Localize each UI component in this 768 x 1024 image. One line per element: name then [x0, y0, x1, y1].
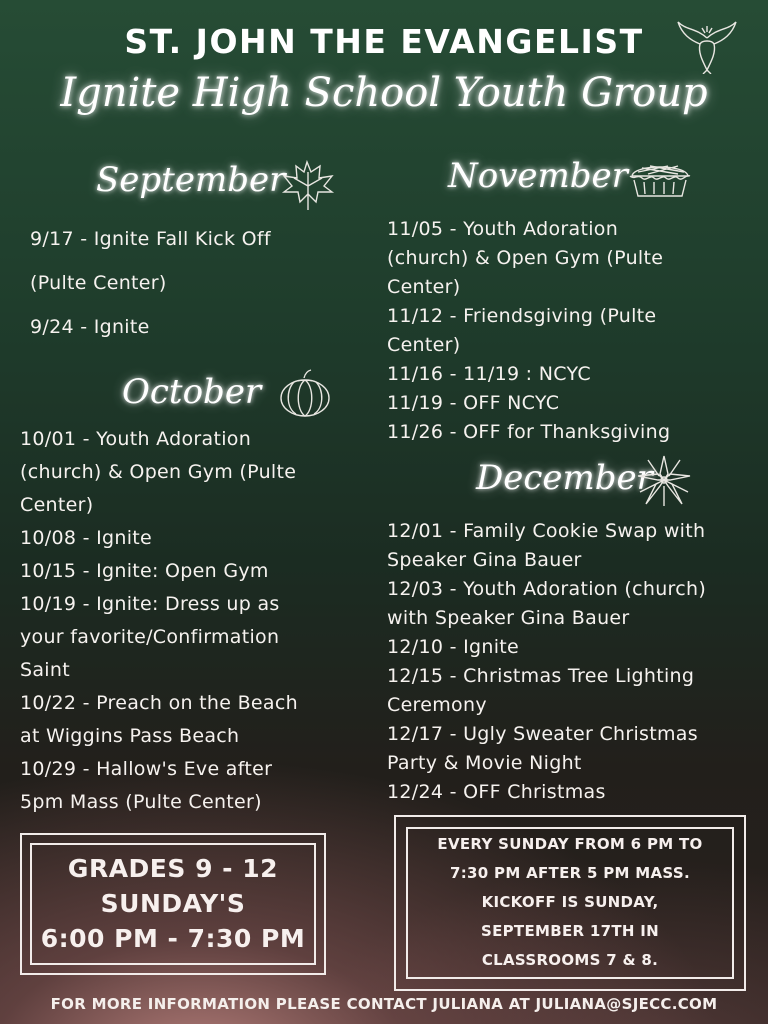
youth-group-title: Ignite High School Youth Group	[60, 70, 708, 116]
info-text	[408, 829, 732, 975]
info-line: 7:30 PM AFTER 5 PM MASS.	[450, 864, 690, 882]
october-heading: October	[122, 372, 262, 412]
list-item: Saint	[20, 659, 70, 681]
list-item: Center)	[387, 334, 461, 356]
list-item: (Pulte Center)	[30, 272, 167, 294]
list-item: 11/19 - OFF NCYC	[387, 392, 560, 414]
info-line: CLASSROOMS 7 & 8.	[481, 951, 659, 969]
september-events	[30, 228, 271, 348]
december-heading: December	[476, 458, 653, 498]
pumpkin-icon	[278, 368, 332, 418]
list-item: Center)	[20, 494, 94, 516]
list-item: 12/24 - OFF Christmas	[387, 781, 606, 803]
list-item: 10/15 - Ignite: Open Gym	[20, 560, 269, 582]
list-item: 12/15 - Christmas Tree Lighting	[387, 665, 695, 687]
list-item: Speaker Gina Bauer	[387, 549, 582, 571]
info-line: KICKOFF IS SUNDAY,	[481, 893, 659, 911]
list-item: your favorite/Confirmation	[20, 626, 280, 648]
list-item: 11/12 - Friendsgiving (Pulte	[387, 305, 657, 327]
poinsettia-icon	[636, 454, 692, 508]
list-item: Party & Movie Night	[387, 752, 582, 774]
leaf-icon	[278, 158, 336, 212]
list-item: 5pm Mass (Pulte Center)	[20, 791, 262, 813]
september-heading: September	[96, 160, 286, 200]
info-box	[394, 815, 746, 991]
meeting-time: 6:00 PM - 7:30 PM	[40, 924, 306, 953]
dove-icon	[676, 18, 738, 74]
list-item: 12/17 - Ugly Sweater Christmas	[387, 723, 698, 745]
list-item: 10/22 - Preach on the Beach	[20, 692, 298, 714]
meeting-day: SUNDAY'S	[100, 889, 246, 918]
list-item: 11/26 - OFF for Thanksgiving	[387, 421, 671, 443]
grades-text	[32, 845, 314, 956]
list-item: 11/16 - 11/19 : NCYC	[387, 363, 591, 385]
list-item: Center)	[387, 276, 461, 298]
list-item: 12/03 - Youth Adoration (church)	[387, 578, 707, 600]
november-heading: November	[448, 156, 628, 196]
list-item: at Wiggins Pass Beach	[20, 725, 240, 747]
list-item: 9/24 - Ignite	[30, 316, 150, 338]
list-item: 12/01 - Family Cookie Swap with	[387, 520, 706, 542]
church-title: ST. JOHN THE EVANGELIST	[124, 22, 644, 61]
october-events	[20, 428, 298, 824]
list-item: with Speaker Gina Bauer	[387, 607, 630, 629]
grades-range: GRADES 9 - 12	[67, 854, 279, 883]
list-item: 10/08 - Ignite	[20, 527, 153, 549]
list-item: (church) & Open Gym (Pulte	[387, 247, 664, 269]
list-item: 12/10 - Ignite	[387, 636, 520, 658]
grades-box	[20, 833, 326, 975]
november-events	[387, 218, 670, 450]
contact-footer: FOR MORE INFORMATION PLEASE CONTACT JULIANA AT JULIANA@SJECC.COM	[50, 995, 718, 1013]
grades-box-inner	[30, 843, 316, 965]
list-item: 10/19 - Ignite: Dress up as	[20, 593, 280, 615]
list-item: 10/01 - Youth Adoration	[20, 428, 252, 450]
list-item: Ceremony	[387, 694, 487, 716]
list-item: 9/17 - Ignite Fall Kick Off	[30, 228, 271, 250]
list-item: 11/05 - Youth Adoration	[387, 218, 619, 240]
info-line: SEPTEMBER 17TH IN	[480, 922, 660, 940]
list-item: 10/29 - Hallow's Eve after	[20, 758, 273, 780]
info-box-inner	[406, 827, 734, 979]
list-item: (church) & Open Gym (Pulte	[20, 461, 297, 483]
pie-icon	[628, 158, 692, 200]
december-events	[387, 520, 706, 810]
info-line: EVERY SUNDAY FROM 6 PM TO	[437, 835, 703, 853]
